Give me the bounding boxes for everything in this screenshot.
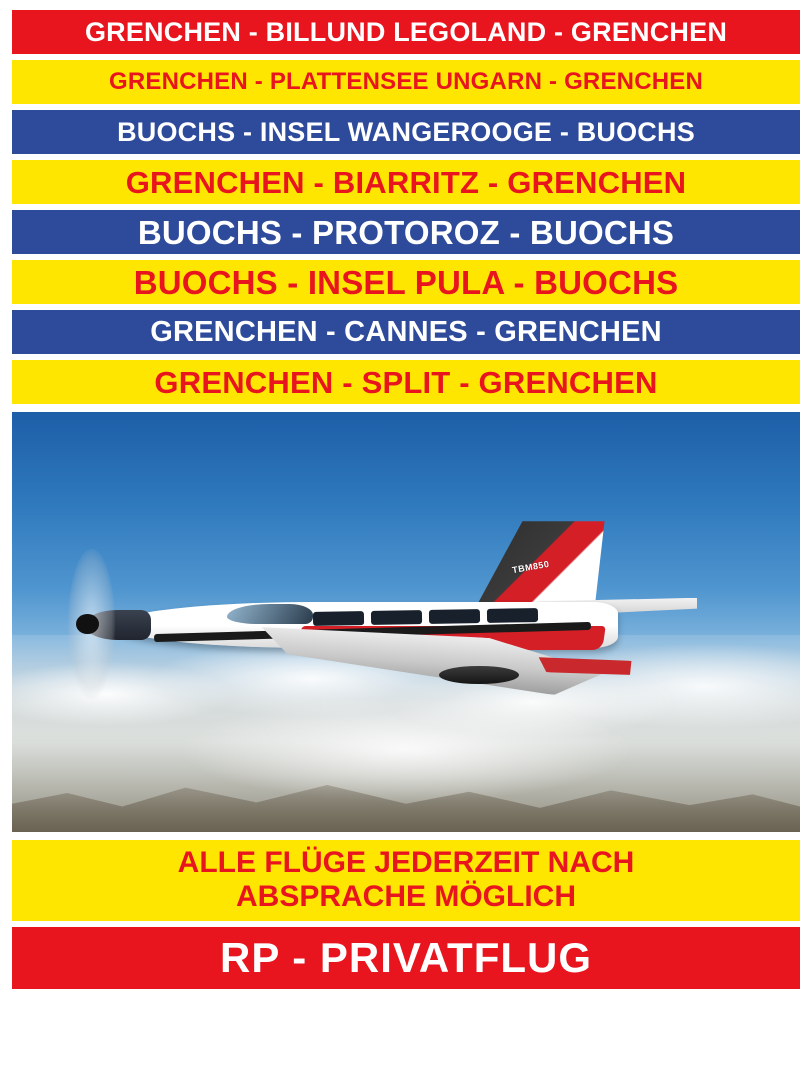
route-banner-label: GRENCHEN - CANNES - GRENCHEN: [150, 315, 662, 348]
route-banner-label: GRENCHEN - SPLIT - GRENCHEN: [154, 364, 658, 400]
route-banner: [12, 360, 800, 404]
brand-name: RP - PRIVATFLUG: [12, 927, 800, 989]
cabin-window: [429, 609, 480, 624]
cabin-window: [371, 610, 422, 625]
route-banner: [12, 160, 800, 204]
route-banner: [12, 260, 800, 304]
route-banner-label: BUOCHS - PROTOROZ - BUOCHS: [137, 213, 675, 251]
route-banner-label: GRENCHEN - PLATTENSEE UNGARN - GRENCHEN: [108, 68, 704, 95]
availability-note-line1: ALLE FLÜGE JEDERZEIT NACH: [177, 846, 635, 879]
cabin-window: [313, 611, 364, 626]
route-banner: [12, 60, 800, 104]
route-banner: [12, 10, 800, 54]
airplane-illustration: [75, 521, 737, 723]
propeller-spinner: [76, 614, 99, 634]
tail-marking-label: TBM850: [511, 558, 550, 575]
availability-note-line2: ABSPRACHE MÖGLICH: [235, 879, 576, 913]
cabin-window: [487, 608, 538, 623]
route-banner-label: GRENCHEN - BILLUND LEGOLAND - GRENCHEN: [84, 16, 728, 47]
poster-footer: [12, 840, 800, 1072]
route-banner: [12, 310, 800, 354]
route-banner: [12, 210, 800, 254]
route-banner-label: GRENCHEN - BIARRITZ - GRENCHEN: [125, 164, 687, 200]
cockpit-window: [227, 604, 313, 624]
route-banner: [12, 110, 800, 154]
route-banner-label: BUOCHS - INSEL WANGEROOGE - BUOCHS: [117, 116, 695, 147]
airplane-photo: [12, 412, 800, 832]
route-banner-label: BUOCHS - INSEL PULA - BUOCHS: [133, 263, 679, 301]
route-banner-list: [12, 10, 800, 404]
availability-note: [12, 840, 800, 921]
